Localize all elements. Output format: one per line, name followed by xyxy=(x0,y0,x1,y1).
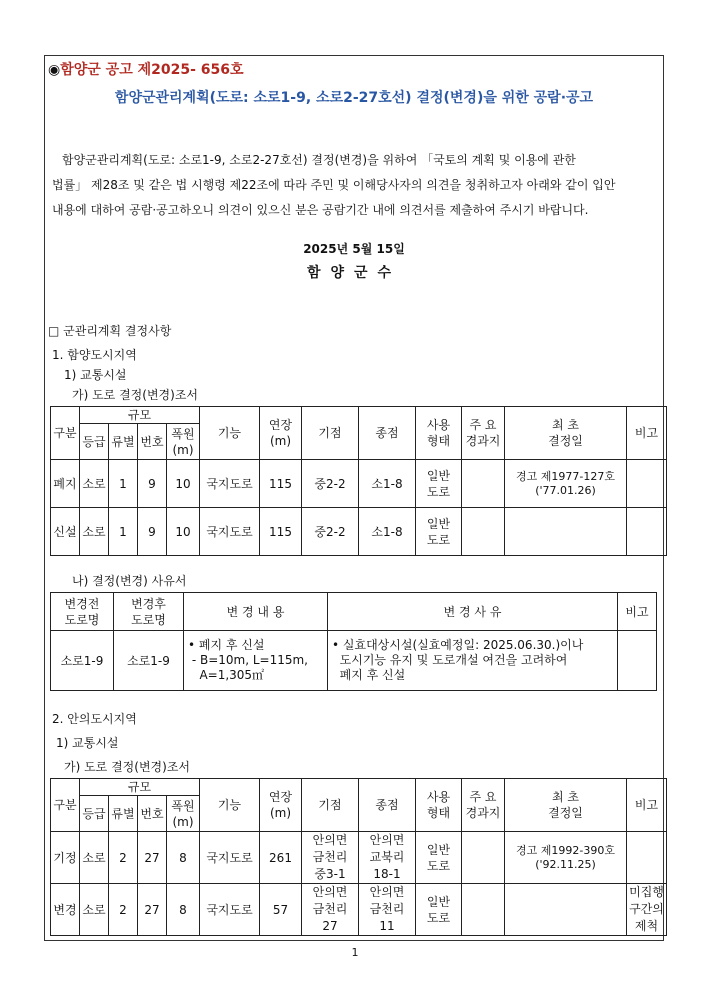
cell-division: 폐지 xyxy=(51,460,80,508)
cell-end: 소1-8 xyxy=(359,508,416,556)
table-row xyxy=(51,508,667,556)
cell-note xyxy=(627,460,667,508)
notice-date: 2025년 5월 15일 xyxy=(303,242,405,256)
cell-end: 소1-8 xyxy=(359,460,416,508)
header-function: 기능 xyxy=(200,407,260,460)
header-scale: 규모 xyxy=(80,407,200,424)
cell-note xyxy=(627,832,667,884)
table-row xyxy=(51,884,667,936)
table-row xyxy=(51,460,667,508)
header-grade: 등급 xyxy=(80,796,109,832)
header-start: 기점 xyxy=(302,779,359,832)
cell-grade: 소로 xyxy=(80,884,109,936)
header-usage: 사용 형태 xyxy=(416,779,462,832)
header-after: 변경후 도로명 xyxy=(114,593,184,631)
header-first-decision: 최 초 결정일 xyxy=(505,779,627,832)
cell-class: 1 xyxy=(109,508,138,556)
road-table-2 xyxy=(50,778,667,936)
area-heading: 2. 안의도시지역 xyxy=(52,712,137,726)
cell-width: 8 xyxy=(167,884,200,936)
cell-via xyxy=(462,884,505,936)
header-width: 폭원 (m) xyxy=(167,796,200,832)
cell-reason: • 실효대상시설(실효예정일: 2025.06.30.)이나 도시기능 유지 및 도로개설 여건을 고려하여 폐지 후 신설 xyxy=(328,631,618,691)
cell-first-decision xyxy=(505,884,627,936)
cell-end: 안의면 교북리 18-1 xyxy=(359,832,416,884)
header-class: 류별 xyxy=(109,424,138,460)
cell-function: 국지도로 xyxy=(200,884,260,936)
cell-usage: 일반 도로 xyxy=(416,508,462,556)
header-length: 연장 (m) xyxy=(260,407,302,460)
header-function: 기능 xyxy=(200,779,260,832)
cell-number: 9 xyxy=(138,508,167,556)
header-content: 변 경 내 용 xyxy=(184,593,328,631)
cell-grade: 소로 xyxy=(80,460,109,508)
paragraph-line: 함양군관리계획(도로: 소로1-9, 소로2-27호선) 결정(변경)을 위하여 「국토의 계획 및 이용에 관한 xyxy=(62,153,576,167)
cell-class: 1 xyxy=(109,460,138,508)
cell-content: • 폐지 후 신설 - B=10m, L=115m, A=1,305㎡ xyxy=(184,631,328,691)
cell-number: 27 xyxy=(138,884,167,936)
table-title: 나) 결정(변경) 사유서 xyxy=(72,574,187,588)
cell-start: 중2-2 xyxy=(302,460,359,508)
cell-note xyxy=(618,631,657,691)
reason-table xyxy=(50,592,657,691)
cell-division: 변경 xyxy=(51,884,80,936)
cell-length: 261 xyxy=(260,832,302,884)
header-width: 폭원 (m) xyxy=(167,424,200,460)
cell-via xyxy=(462,460,505,508)
notice-title: 함양군관리계획(도로: 소로1-9, 소로2-27호선) 결정(변경)을 위한 공람·공고 xyxy=(114,90,594,106)
issuer: 함양군수 xyxy=(306,265,402,281)
cell-number: 9 xyxy=(138,460,167,508)
table-row xyxy=(51,631,657,691)
cell-class: 2 xyxy=(109,832,138,884)
subsection-heading: 1) 교통시설 xyxy=(64,368,127,382)
cell-length: 57 xyxy=(260,884,302,936)
cell-first-decision: 경고 제1977-127호 ('77.01.26) xyxy=(505,460,627,508)
cell-note: 미집행 구간의 제척 xyxy=(627,884,667,936)
section-heading: □ 군관리계획 결정사항 xyxy=(48,324,172,338)
header-end: 종점 xyxy=(359,407,416,460)
header-start: 기점 xyxy=(302,407,359,460)
header-via: 주 요 경과지 xyxy=(462,407,505,460)
table-title: 가) 도로 결정(변경)조서 xyxy=(72,388,199,402)
cell-width: 8 xyxy=(167,832,200,884)
cell-after: 소로1-9 xyxy=(114,631,184,691)
cell-function: 국지도로 xyxy=(200,460,260,508)
cell-before: 소로1-9 xyxy=(51,631,114,691)
cell-end: 안의면 금천리 11 xyxy=(359,884,416,936)
header-note: 비고 xyxy=(627,779,667,832)
header-class: 류별 xyxy=(109,796,138,832)
cell-first-decision xyxy=(505,508,627,556)
header-division: 구분 xyxy=(51,779,80,832)
page-number: 1 xyxy=(351,946,359,959)
circle-bullet-icon: ◉ xyxy=(48,62,61,78)
cell-class: 2 xyxy=(109,884,138,936)
notice-number xyxy=(48,59,244,79)
paragraph-line: 법률」 제28조 및 같은 법 시행령 제22조에 따라 주민 및 이해당사자의 의견을 청취하고자 아래와 같이 입안 xyxy=(52,178,616,192)
cell-start: 안의면 금천리 중3-1 xyxy=(302,832,359,884)
cell-grade: 소로 xyxy=(80,832,109,884)
road-table-1 xyxy=(50,406,667,556)
header-via: 주 요 경과지 xyxy=(462,779,505,832)
table-row xyxy=(51,832,667,884)
area-heading: 1. 함양도시지역 xyxy=(52,348,137,362)
cell-usage: 일반 도로 xyxy=(416,884,462,936)
cell-length: 115 xyxy=(260,460,302,508)
paragraph-line: 내용에 대하여 공람·공고하오니 의견이 있으신 분은 공람기간 내에 의견서를 제출하여 주시기 바랍니다. xyxy=(52,203,589,217)
cell-division: 신설 xyxy=(51,508,80,556)
header-before: 변경전 도로명 xyxy=(51,593,114,631)
cell-start: 안의면 금천리 27 xyxy=(302,884,359,936)
cell-start: 중2-2 xyxy=(302,508,359,556)
cell-width: 10 xyxy=(167,460,200,508)
notice-paragraph xyxy=(52,148,656,223)
cell-length: 115 xyxy=(260,508,302,556)
header-note: 비고 xyxy=(618,593,657,631)
header-length: 연장 (m) xyxy=(260,779,302,832)
header-note: 비고 xyxy=(627,407,667,460)
notice-number-text: 함양군 공고 제2025- 656호 xyxy=(60,62,244,78)
header-grade: 등급 xyxy=(80,424,109,460)
header-usage: 사용 형태 xyxy=(416,407,462,460)
cell-first-decision: 경고 제1992-390호 ('92.11.25) xyxy=(505,832,627,884)
cell-width: 10 xyxy=(167,508,200,556)
table-title: 가) 도로 결정(변경)조서 xyxy=(64,760,191,774)
cell-usage: 일반 도로 xyxy=(416,460,462,508)
cell-via xyxy=(462,508,505,556)
cell-number: 27 xyxy=(138,832,167,884)
header-number: 번호 xyxy=(138,424,167,460)
cell-note xyxy=(627,508,667,556)
cell-function: 국지도로 xyxy=(200,508,260,556)
header-reason: 변 경 사 유 xyxy=(328,593,618,631)
cell-function: 국지도로 xyxy=(200,832,260,884)
header-first-decision: 최 초 결정일 xyxy=(505,407,627,460)
cell-usage: 일반 도로 xyxy=(416,832,462,884)
cell-division: 기정 xyxy=(51,832,80,884)
subsection-heading: 1) 교통시설 xyxy=(56,736,119,750)
cell-grade: 소로 xyxy=(80,508,109,556)
header-end: 종점 xyxy=(359,779,416,832)
header-division: 구분 xyxy=(51,407,80,460)
cell-via xyxy=(462,832,505,884)
header-number: 번호 xyxy=(138,796,167,832)
header-scale: 규모 xyxy=(80,779,200,796)
